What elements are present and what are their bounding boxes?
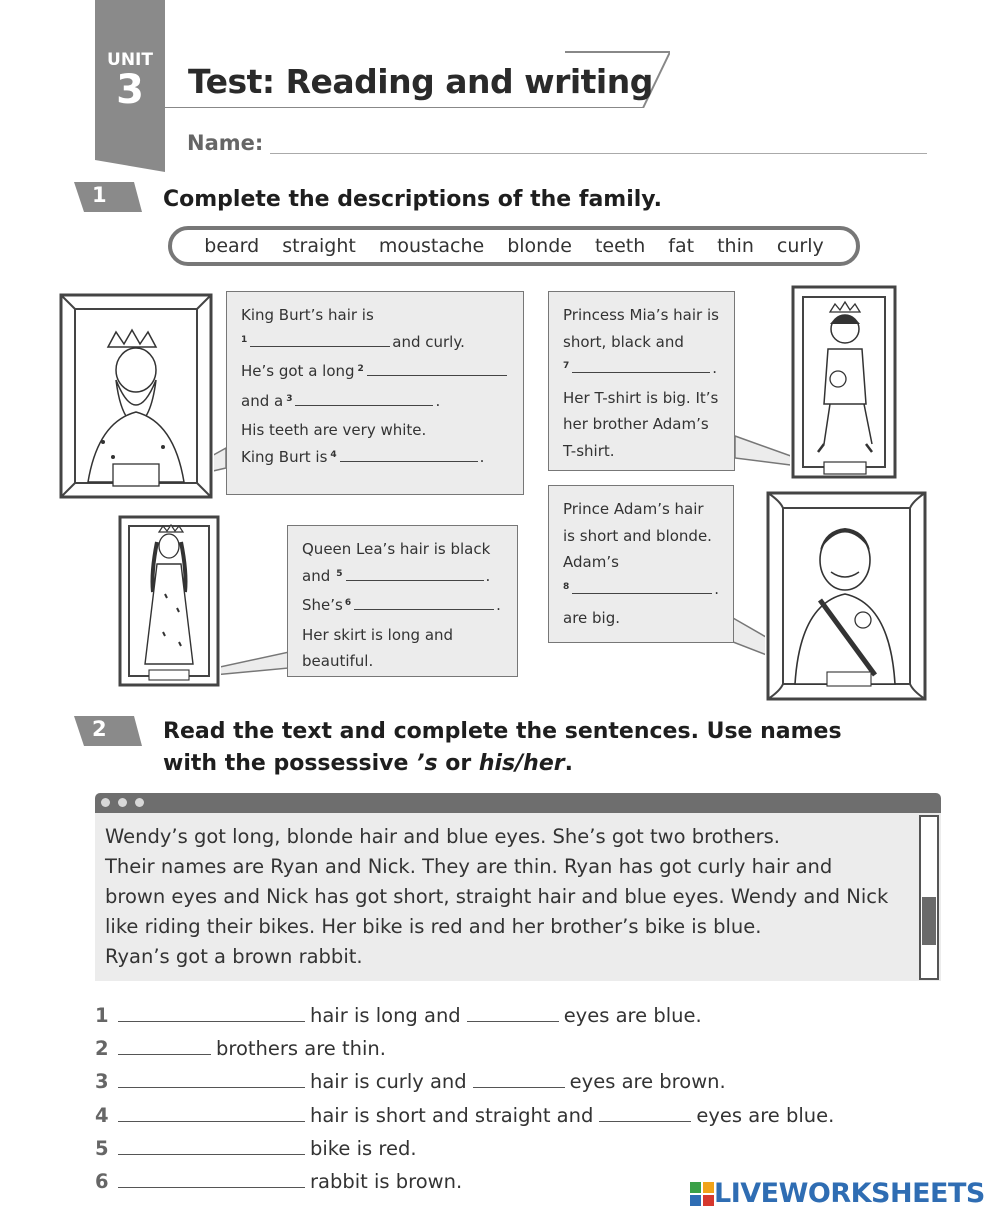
section-1-title: Complete the descriptions of the family. (163, 187, 662, 212)
window-dot-icon (118, 798, 127, 807)
text-line (563, 523, 719, 550)
sentence-2 (95, 1037, 386, 1060)
sentence-text: hair is long and (310, 1004, 461, 1027)
sentence-text: bike is red. (310, 1137, 417, 1160)
word-bank-item: thin (717, 235, 754, 257)
sentence-6-blank-a[interactable] (118, 1171, 305, 1188)
sentence-5-blank-a[interactable] (118, 1138, 305, 1155)
gap-number: 4 (330, 449, 337, 460)
sentence-3-blank-b[interactable] (473, 1071, 565, 1088)
text: . (564, 751, 573, 776)
sentence-number: 6 (95, 1170, 109, 1193)
text-line (563, 355, 720, 385)
text: his/her (478, 751, 565, 776)
sentence-4-blank-b[interactable] (599, 1105, 691, 1122)
sentence-5 (95, 1137, 417, 1160)
liveworksheets-logo-icon (690, 1182, 714, 1206)
prince-adam-description (548, 485, 734, 643)
gap-8-input[interactable] (572, 579, 712, 594)
text-line (563, 605, 719, 632)
word-bank-item: straight (282, 235, 356, 257)
sentence-3 (95, 1070, 726, 1093)
text: King Burt is (241, 447, 328, 466)
text: T-shirt. (563, 441, 615, 460)
name-label: Name: (187, 131, 264, 155)
text: or (437, 751, 479, 776)
unit-number: 3 (116, 67, 144, 113)
window-dot-icon (135, 798, 144, 807)
text: ’s (416, 751, 438, 776)
text: Queen Lea’s hair is black (302, 540, 491, 558)
text-line (241, 329, 509, 359)
text: . (714, 579, 719, 598)
sentence-text: hair is short and straight and (310, 1104, 594, 1127)
sentence-number: 1 (95, 1004, 109, 1027)
text-line (563, 329, 720, 356)
section-1-number: 1 (92, 183, 107, 207)
king-burt-portrait (58, 292, 214, 500)
text: and a (241, 391, 284, 410)
text: with the possessive (163, 751, 417, 776)
reading-line: Their names are Ryan and Nick. They are thin. Ryan has got curly hair and (105, 855, 833, 878)
reading-line: Wendy’s got long, blonde hair and blue eyes. She’s got two brothers. (105, 825, 780, 848)
sentence-text: eyes are blue. (563, 1004, 702, 1027)
text-line (302, 648, 503, 675)
sentence-1 (95, 1004, 702, 1027)
gap-6-input[interactable] (354, 595, 494, 610)
unit-label: UNIT (107, 50, 153, 70)
text: His teeth are very white. (241, 421, 427, 439)
text: is short and blonde. (563, 526, 712, 545)
text: short, black and (563, 332, 684, 351)
reading-line: like riding their bikes. Her bike is red and her brother’s bike is blue. (105, 915, 762, 938)
sentence-2-blank-a[interactable] (118, 1038, 211, 1055)
liveworksheets-logo (690, 1178, 985, 1209)
princess-mia-portrait (790, 284, 898, 480)
reading-line: brown eyes and Nick has got short, straight hair and blue eyes. Wendy and Nick (105, 885, 889, 908)
king-burt-description (226, 291, 524, 495)
text-line (302, 563, 503, 593)
section-2-number: 2 (92, 717, 107, 741)
word-bank-item: teeth (594, 235, 646, 257)
gap-number: 6 (344, 598, 352, 608)
sentence-text: eyes are brown. (569, 1070, 726, 1093)
sentence-text: rabbit is brown. (310, 1170, 463, 1193)
window-dot-icon (101, 798, 110, 807)
text: Princess Mia’s hair is (563, 306, 719, 324)
text: He’s got a long (241, 362, 355, 380)
sentence-1-blank-b[interactable] (467, 1005, 559, 1022)
text: and curly. (392, 332, 465, 351)
sentence-1-blank-a[interactable] (118, 1005, 305, 1022)
text: . (485, 566, 491, 585)
section-2-badge (74, 716, 142, 746)
text: Adam’s (563, 553, 619, 571)
text: are big. (563, 609, 621, 627)
section-2-title (163, 716, 842, 780)
text-line (302, 592, 503, 622)
gap-number: 7 (563, 361, 570, 371)
reading-scrollbar-thumb[interactable] (922, 897, 936, 945)
text-line (563, 302, 720, 329)
text-line (563, 549, 719, 576)
gap-4-input[interactable] (340, 447, 478, 462)
page-title: Test: Reading and writing (188, 62, 653, 101)
queen-lea-portrait (117, 514, 221, 688)
section-2-title-line-2 (163, 748, 842, 780)
gap-5-input[interactable] (346, 566, 484, 581)
text-line (241, 417, 509, 444)
section-2-title-line-1: Read the text and complete the sentences. Use names (163, 719, 842, 744)
text-line (563, 438, 720, 465)
sentence-number: 4 (95, 1104, 109, 1127)
liveworksheets-brand: LIVEWORKSHEETS (714, 1178, 985, 1209)
text: her brother Adam’s (563, 415, 709, 433)
sentence-text: eyes are blue. (696, 1104, 835, 1127)
princess-mia-description (548, 291, 735, 471)
prince-adam-portrait (765, 490, 928, 702)
text: Prince Adam’s hair (563, 500, 704, 518)
text-line (563, 411, 720, 438)
gap-number: 3 (286, 393, 293, 404)
gap-2-input[interactable] (367, 361, 507, 376)
text: . (435, 391, 441, 410)
sentence-number: 3 (95, 1070, 109, 1093)
sentence-text: brothers are thin. (216, 1037, 386, 1060)
gap-3-input[interactable] (295, 391, 433, 406)
gap-number: 1 (241, 334, 248, 345)
reading-text (105, 822, 915, 972)
text-line (241, 388, 509, 418)
text: She’s (302, 596, 343, 614)
sentence-6 (95, 1170, 462, 1193)
text: and (302, 566, 331, 585)
gap-number: 2 (357, 364, 364, 374)
gap-7-input[interactable] (572, 358, 710, 373)
text-line (563, 576, 719, 606)
text: . (712, 359, 718, 377)
text-line (302, 536, 503, 563)
text-line (563, 496, 719, 523)
gap-number: 8 (563, 581, 570, 592)
word-bank-item: curly (776, 235, 824, 257)
gap-1-input[interactable] (250, 332, 390, 347)
reading-window-titlebar (95, 793, 941, 813)
text: . (479, 447, 485, 466)
text-line (241, 302, 509, 329)
sentence-4 (95, 1104, 834, 1127)
text: Her skirt is long and (302, 625, 454, 644)
sentence-number: 2 (95, 1037, 109, 1060)
text: beautiful. (302, 652, 374, 670)
gap-number: 5 (336, 568, 343, 579)
word-bank-item: blonde (507, 235, 572, 257)
text-line (241, 358, 509, 388)
text-line (302, 622, 503, 649)
word-bank-item: beard (204, 235, 260, 257)
text: Her T-shirt is big. It’s (563, 388, 719, 407)
text-line (241, 444, 509, 474)
sentence-4-blank-a[interactable] (118, 1105, 305, 1122)
text: . (496, 596, 501, 614)
queen-lea-description (287, 525, 518, 677)
reading-line: Ryan’s got a brown rabbit. (105, 945, 363, 968)
sentence-text: hair is curly and (310, 1070, 467, 1093)
sentence-number: 5 (95, 1137, 109, 1160)
sentence-3-blank-a[interactable] (118, 1071, 305, 1088)
text: King Burt’s hair is (241, 306, 374, 324)
text-line (563, 385, 720, 412)
word-bank-item: moustache (378, 235, 485, 257)
word-bank-item: fat (668, 235, 695, 257)
